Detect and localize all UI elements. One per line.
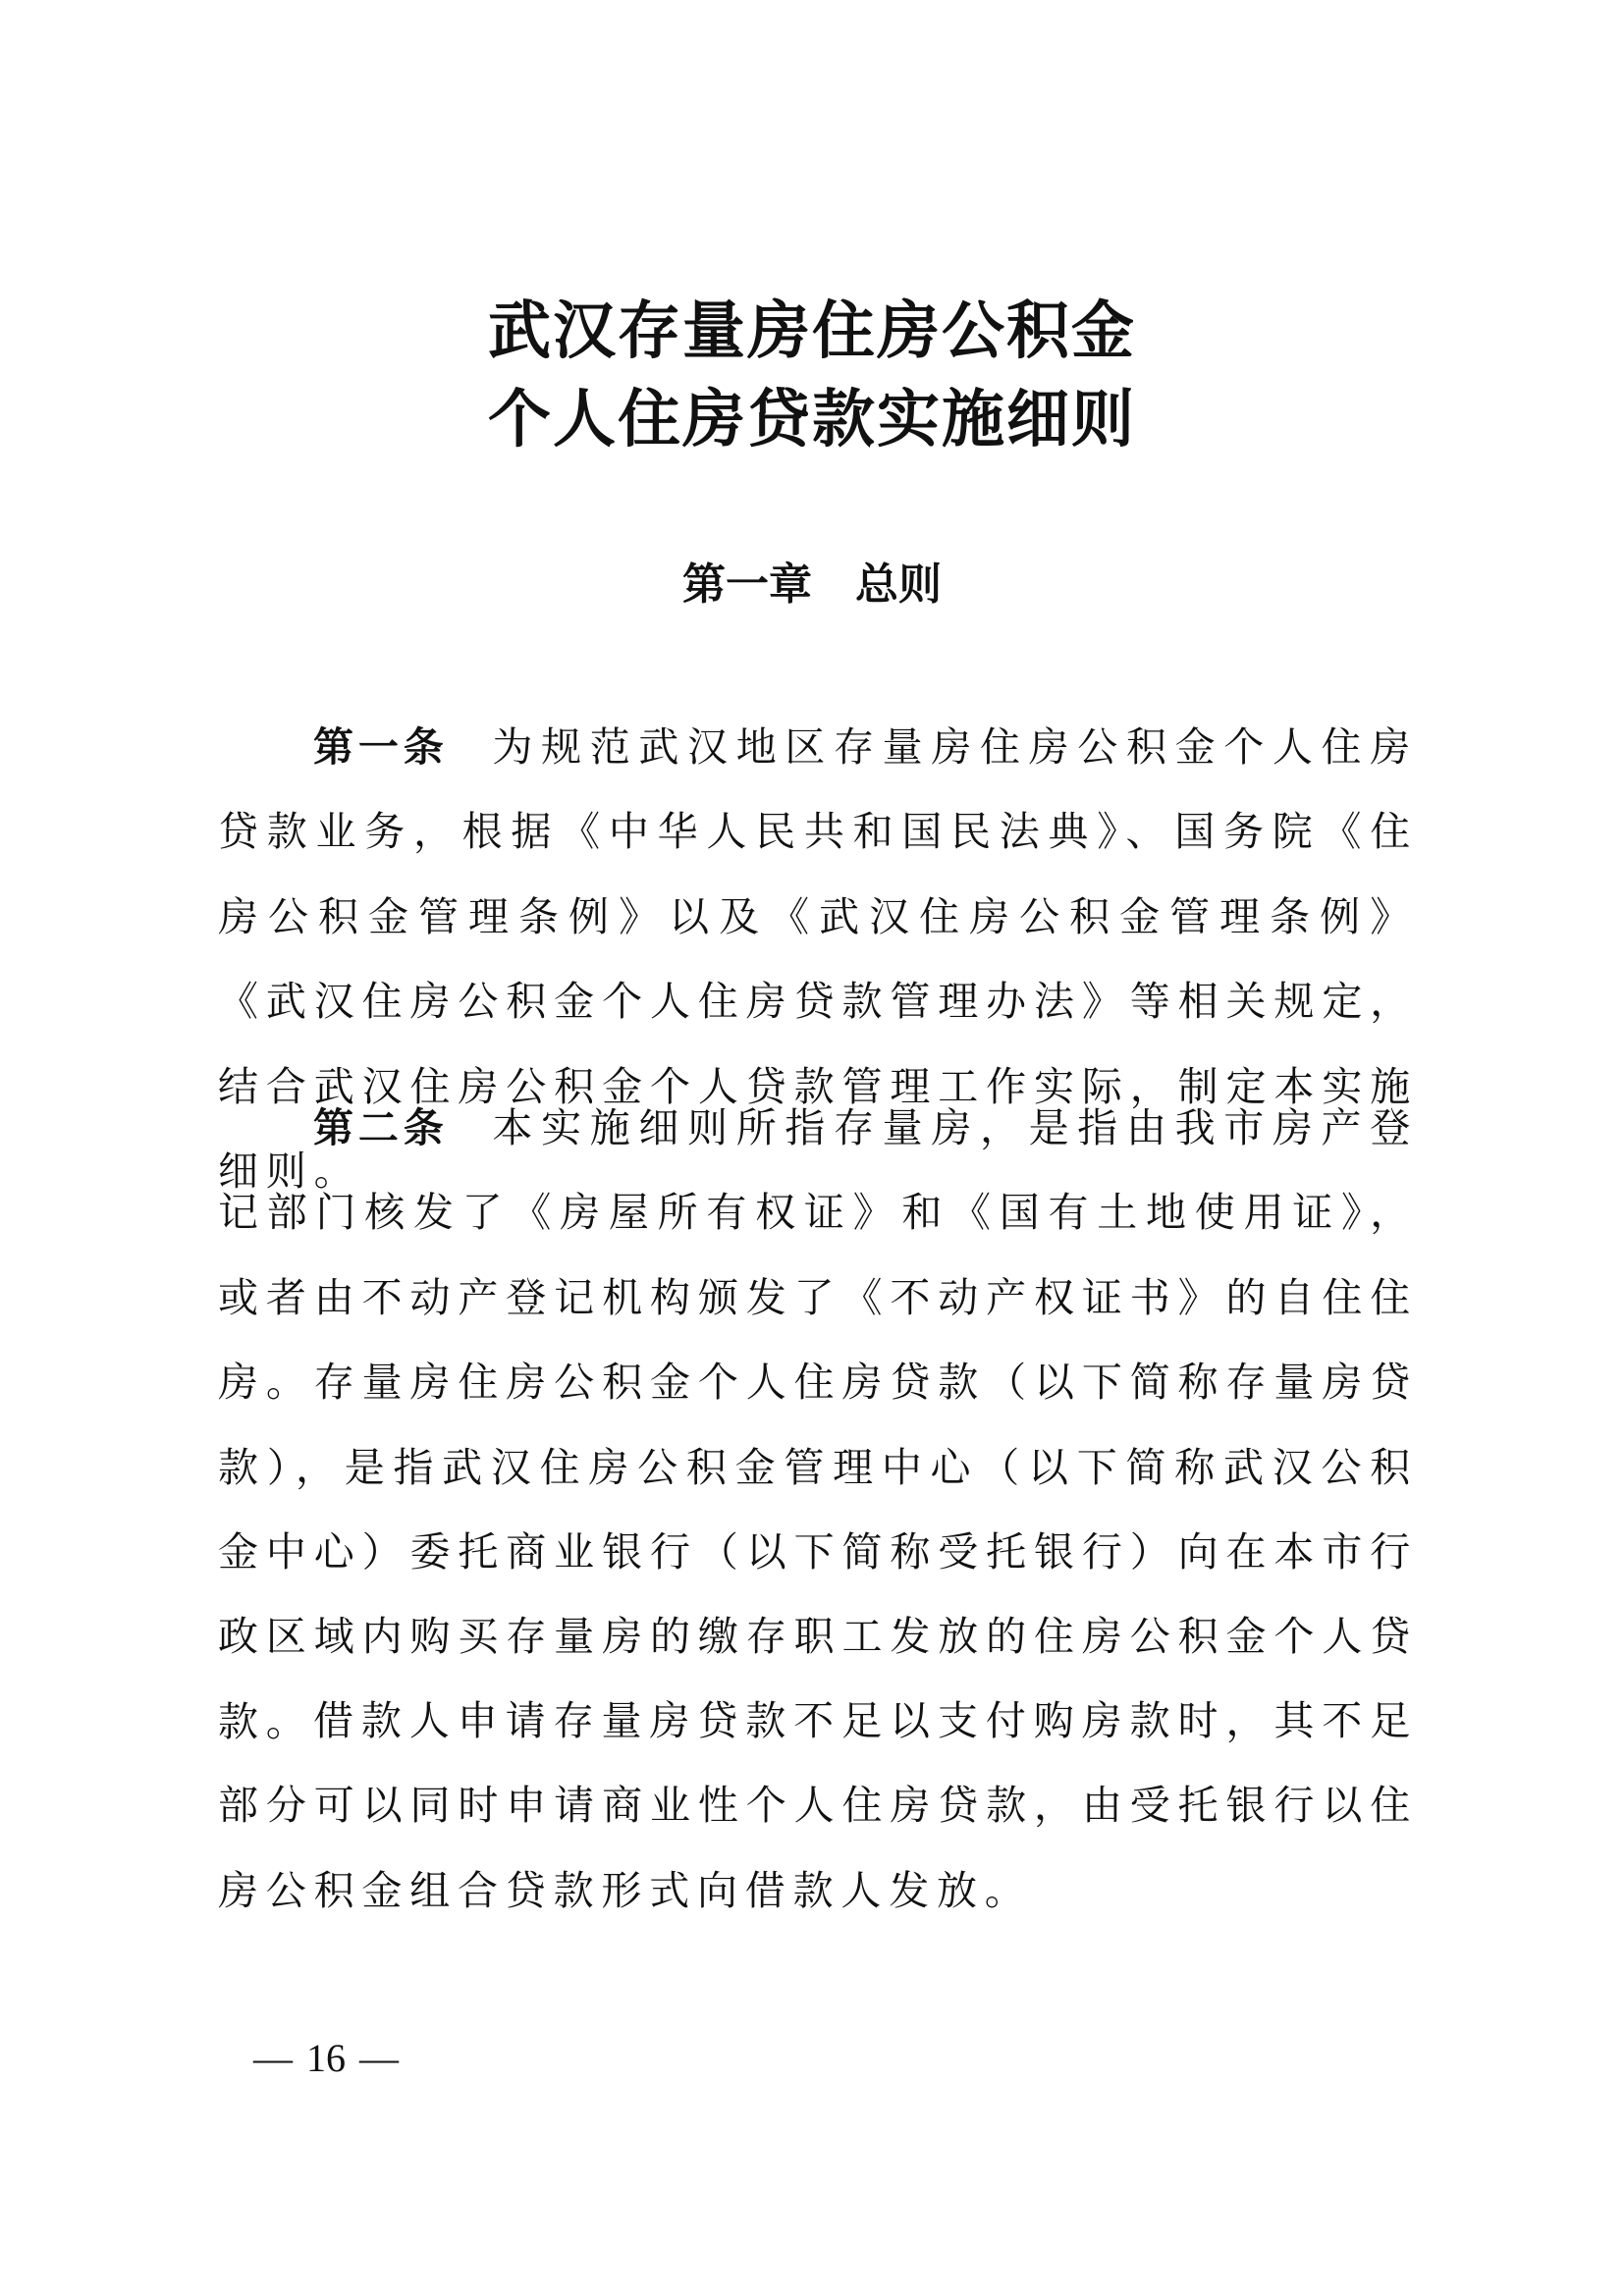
page-number-dash-left: — [253, 2036, 293, 2080]
page-number [253, 2024, 399, 2093]
page-number-value: 16 [306, 2036, 346, 2080]
document-title-line-1: 武汉存量房住房公积金 [488, 295, 1136, 368]
article-2-paragraph-2: 借款人申请存量房贷款不足以支付购房款时，其不足部分可以同时申请商业性个人住房贷款，由受托银行以住房公积金组合贷款形式向借款人发放。 [218, 1697, 1418, 1914]
article-2 [218, 1086, 1418, 1764]
chapter-number: 第一章 [682, 560, 812, 610]
chapter-name: 总则 [855, 560, 942, 610]
document-title-line-2: 个人住房贷款实施细则 [488, 384, 1136, 456]
article-2-text: 本实施细则所指存量房，是指由我市房产登记部门核发了《房屋所有权证》和《国有土地使用证》，或者由不动产登记机构颁发了《不动产权证书》的自住住房。存量房住房公积金个人住房贷款（以下简称存量房贷款），是指武汉住房公积金管理中心（以下简称武汉公积金中心）委托商业银行（以下简称受托银行）向在本市行政区域内购买存量房的缴存职工发放的住房公积金个人贷款。 [218, 1104, 1419, 1745]
article-1-label: 第一条 [313, 723, 449, 771]
page-number-dash-right: — [359, 2036, 399, 2080]
chapter-heading [0, 546, 1624, 624]
article-2-label: 第二条 [313, 1104, 449, 1151]
article-1-text: 为规范武汉地区存量房住房公积金个人住房贷款业务，根据《中华人民共和国民法典》、国务院《住房公积金管理条例》以及《武汉住房公积金管理条例》《武汉住房公积金个人住房贷款管理办法》等相关规定，结合武汉住房公积金个人贷款管理工作实际，制定本实施细则。 [218, 723, 1419, 1196]
